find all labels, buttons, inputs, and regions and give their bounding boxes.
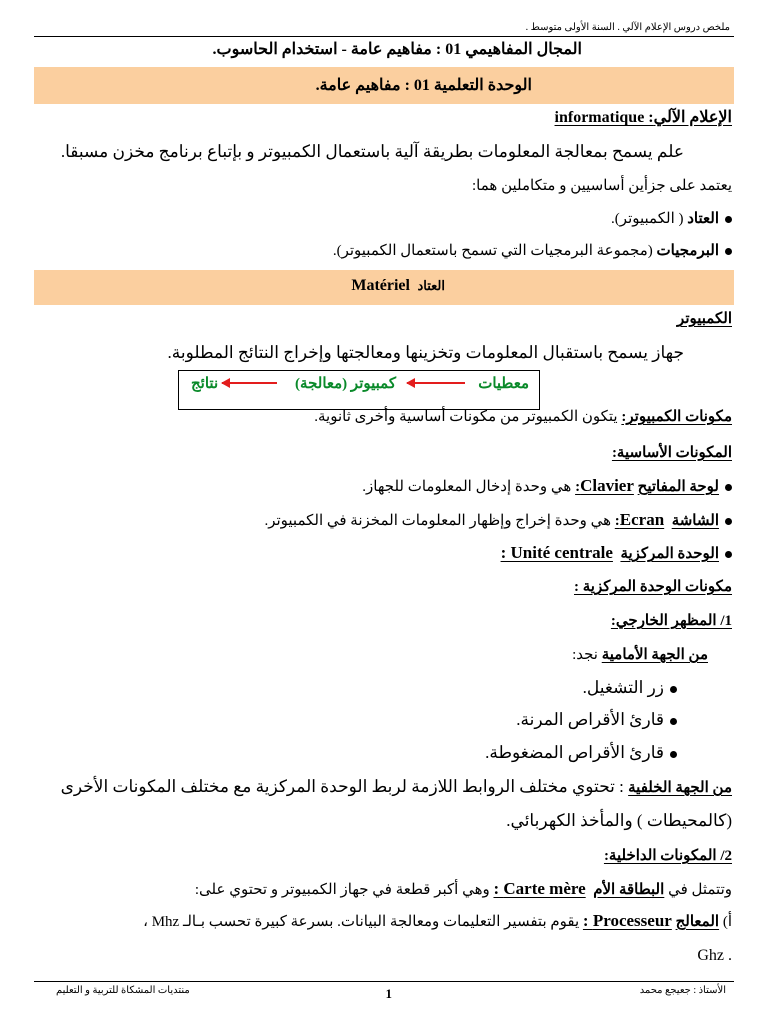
- back-label: من الجهة الخلفية: [628, 780, 732, 796]
- front-item-floppy: [34, 710, 677, 730]
- external-heading: 1/ المظهر الخارجي:: [610, 613, 732, 629]
- header-note: ملخص دروس الإعلام الآلي . السنة الأولى متوسط .: [525, 22, 730, 33]
- screen-ar: الشاشة: [671, 513, 719, 529]
- cpu-ar: المعالج: [675, 914, 720, 930]
- bullet-dot: [725, 216, 732, 223]
- bullet-dot: [725, 248, 732, 255]
- informatique-heading: [34, 108, 732, 128]
- components-text: يتكون الكمبيوتر من مكونات أساسية وأخرى ثانوية.: [314, 409, 622, 425]
- keyboard-ar: لوحة المفاتيح: [637, 479, 719, 495]
- processor-line: [34, 911, 732, 932]
- front-find: نجد:: [572, 647, 602, 663]
- flow-arrow-1: [407, 382, 465, 384]
- mobo-ar: البطاقة الأم: [593, 882, 665, 898]
- keyboard-fr: Clavier: [580, 476, 634, 495]
- bullet-dot: [670, 718, 677, 725]
- flow-arrow-2: [222, 382, 277, 384]
- cpu-rest: يقوم بتفسير التعليمات ومعالجة البيانات. بسرعة كبيرة تحسب بـالـ Mhz ،: [143, 914, 583, 930]
- mobo-pre: وتتمثل في: [664, 882, 732, 898]
- bullet-dot: [670, 686, 677, 693]
- front-item-text: قارئ الأقراص المضغوطة.: [485, 743, 664, 762]
- flow-process: كمبيوتر (معالجة): [295, 376, 396, 392]
- unit-title: الوحدة التعلمية 01 : مفاهيم عامة.: [315, 77, 532, 94]
- header-rule: [34, 36, 734, 37]
- basic-components-heading: المكونات الأساسية:: [611, 445, 732, 461]
- materiel-ar: العتاد: [417, 278, 445, 293]
- internal-heading: 2/ المكونات الداخلية:: [603, 848, 732, 864]
- keyboard-line: لوحة المفاتيح Clavier: هي وحدة إدخال المعلومات للجهاز.: [34, 476, 732, 497]
- components-line: [34, 407, 732, 427]
- screen-fr: Ecran: [619, 510, 665, 529]
- footer-forum: منتديات المشكاة للتربية و التعليم: [56, 985, 190, 996]
- bullet-software: [34, 241, 732, 261]
- materiel-fr: Matériel: [351, 277, 410, 294]
- front-item-text: قارئ الأقراص المرنة.: [516, 710, 664, 729]
- software-label: البرمجيات: [656, 243, 719, 259]
- footer-page-number: 1: [385, 986, 392, 1001]
- flow-outputs: نتائج: [191, 376, 219, 392]
- cpu-pre: أ): [719, 914, 732, 930]
- back-line-2: (كالمحيطات ) والمأخذ الكهربائي.: [506, 811, 732, 830]
- mobo-fr: Carte mère :: [493, 879, 586, 898]
- processor-line-2: . Ghz: [697, 947, 732, 964]
- informatique-heading-fr: informatique :: [554, 109, 654, 126]
- back-line: [34, 777, 732, 798]
- computer-heading: الكمبيوتر: [677, 311, 732, 327]
- relies-text: يعتمد على جزأين أساسيين و متكاملين هما:: [472, 178, 732, 194]
- flow-diagram: [178, 370, 540, 410]
- bullet-dot: [725, 551, 732, 558]
- footer-rule: [34, 981, 734, 982]
- front-line: [34, 645, 708, 665]
- back-text: : تحتوي مختلف الروابط اللازمة لربط الوحدة المركزية مع مختلف المكونات الأخرى: [60, 777, 629, 796]
- software-desc: (مجموعة البرمجيات التي تسمح باستعمال الكمبيوتر).: [332, 243, 657, 259]
- front-item-text: زر التشغيل.: [582, 678, 664, 697]
- hardware-desc: ( الكمبيوتر).: [611, 211, 688, 227]
- bullet-dot: [725, 484, 732, 491]
- components-label: مكونات الكمبيوتر:: [621, 409, 732, 425]
- bullet-dot: [670, 751, 677, 758]
- mobo-rest: وهي أكبر قطعة في جهاز الكمبيوتر و تحتوي على:: [194, 882, 494, 898]
- front-label: من الجهة الأمامية: [601, 647, 708, 663]
- cpu-fr: Processeur :: [582, 911, 672, 930]
- keyboard-desc: هي وحدة إدخال المعلومات للجهاز.: [362, 479, 576, 495]
- flow-inputs: معطيات: [478, 376, 529, 392]
- domain-title: المجال المفاهيمي 01 : مفاهيم عامة - استخدام الحاسوب.: [212, 41, 582, 58]
- bullet-dot: [725, 518, 732, 525]
- motherboard-line: [34, 879, 732, 900]
- materiel-title: [34, 276, 445, 296]
- uc-fr: Unité centrale :: [500, 543, 613, 562]
- uc-ar: الوحدة المركزية: [620, 546, 719, 562]
- footer-teacher: الأستاذ : جعيجع محمد: [639, 985, 726, 996]
- informatique-heading-ar: الإعلام الآلي: [653, 109, 732, 126]
- uc-line: [34, 543, 732, 564]
- informatique-definition: علم يسمح بمعالجة المعلومات بطريقة آلية باستعمال الكمبيوتر و بإتباع برنامج مخزن مسبقا.: [60, 142, 684, 161]
- bullet-hardware: [34, 209, 732, 229]
- front-item-cdrom: [34, 743, 677, 763]
- front-item-power: [34, 678, 677, 698]
- hardware-label: العتاد: [687, 211, 719, 227]
- computer-definition: جهاز يسمح باستقبال المعلومات وتخزينها ومعالجتها وإخراج النتائج المطلوبة.: [167, 343, 684, 362]
- screen-line: الشاشة Ecran: هي وحدة إخراج وإظهار المعلومات المخزنة في الكمبيوتر.: [34, 510, 732, 531]
- screen-desc: هي وحدة إخراج وإظهار المعلومات المخزنة في الكمبيوتر.: [264, 513, 615, 529]
- uc-components-heading: مكونات الوحدة المركزية :: [574, 579, 732, 595]
